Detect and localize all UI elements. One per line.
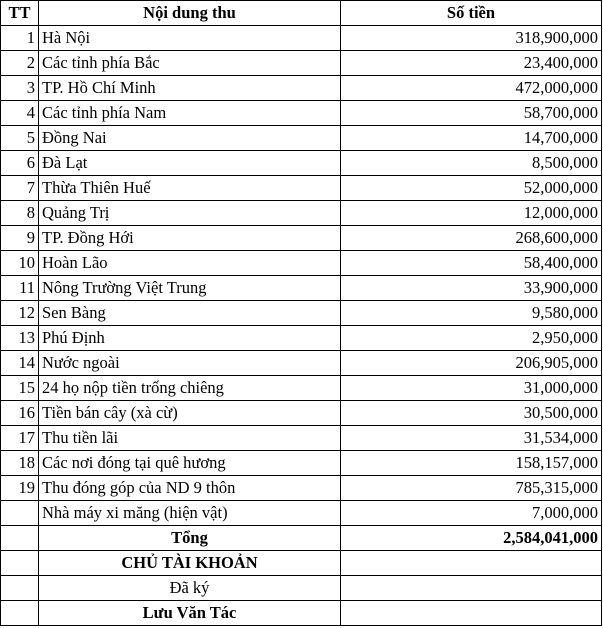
table-row	[1, 276, 602, 301]
row-amount: 12,000,000	[341, 201, 602, 226]
table-row	[1, 151, 602, 176]
header-tt: TT	[1, 1, 39, 26]
row-number: 15	[1, 376, 39, 401]
row-amount: 8,500,000	[341, 151, 602, 176]
row-number	[1, 501, 39, 526]
footer-empty-cell	[1, 601, 39, 626]
row-amount: 9,580,000	[341, 301, 602, 326]
row-amount: 268,600,000	[341, 226, 602, 251]
footer-empty-cell	[341, 551, 602, 576]
account-holder-name: Lưu Văn Tác	[39, 601, 341, 626]
footer-row-signed	[1, 576, 602, 601]
table-row	[1, 76, 602, 101]
row-amount: 33,900,000	[341, 276, 602, 301]
row-amount: 7,000,000	[341, 501, 602, 526]
row-number: 8	[1, 201, 39, 226]
table-row	[1, 451, 602, 476]
total-amount: 2,584,041,000	[341, 526, 602, 551]
row-number: 16	[1, 401, 39, 426]
row-amount: 158,157,000	[341, 451, 602, 476]
row-name: Nông Trường Việt Trung	[39, 276, 341, 301]
row-amount: 31,000,000	[341, 376, 602, 401]
row-number: 7	[1, 176, 39, 201]
footer-empty-cell	[341, 576, 602, 601]
footer-empty-cell	[1, 551, 39, 576]
table-row	[1, 376, 602, 401]
row-number: 12	[1, 301, 39, 326]
footer-empty-cell	[1, 576, 39, 601]
table-row	[1, 101, 602, 126]
row-amount: 206,905,000	[341, 351, 602, 376]
header-amount: Số tiền	[341, 1, 602, 26]
row-amount: 23,400,000	[341, 51, 602, 76]
row-name: Phú Định	[39, 326, 341, 351]
row-name: TP. Đồng Hới	[39, 226, 341, 251]
row-amount: 31,534,000	[341, 426, 602, 451]
table-row	[1, 476, 602, 501]
account-holder-title: CHỦ TÀI KHOẢN	[39, 551, 341, 576]
signed-label: Đã ký	[39, 576, 341, 601]
row-name: Tiền bán cây (xà cừ)	[39, 401, 341, 426]
row-number: 3	[1, 76, 39, 101]
row-amount: 52,000,000	[341, 176, 602, 201]
row-amount: 30,500,000	[341, 401, 602, 426]
row-number: 10	[1, 251, 39, 276]
table-row	[1, 326, 602, 351]
row-number: 17	[1, 426, 39, 451]
row-name: Hà Nội	[39, 26, 341, 51]
row-number: 19	[1, 476, 39, 501]
row-name: Các nơi đóng tại quê hương	[39, 451, 341, 476]
table-row	[1, 426, 602, 451]
row-amount: 785,315,000	[341, 476, 602, 501]
row-name: Nhà máy xi măng (hiện vật)	[39, 501, 341, 526]
row-number: 5	[1, 126, 39, 151]
row-number: 4	[1, 101, 39, 126]
row-amount: 14,700,000	[341, 126, 602, 151]
row-name: Đồng Nai	[39, 126, 341, 151]
row-amount: 2,950,000	[341, 326, 602, 351]
header-row	[1, 1, 602, 26]
row-number: 18	[1, 451, 39, 476]
table-row	[1, 501, 602, 526]
row-amount: 472,000,000	[341, 76, 602, 101]
row-name: Đà Lạt	[39, 151, 341, 176]
footer-empty-cell	[341, 601, 602, 626]
row-name: Sen Bàng	[39, 301, 341, 326]
row-name: Thừa Thiên Huế	[39, 176, 341, 201]
table-row	[1, 251, 602, 276]
footer-row-title	[1, 551, 602, 576]
row-name: 24 họ nộp tiền trống chiêng	[39, 376, 341, 401]
table-row	[1, 401, 602, 426]
row-name: Hoàn Lão	[39, 251, 341, 276]
table-row	[1, 201, 602, 226]
row-name: Nước ngoài	[39, 351, 341, 376]
row-name: Quảng Trị	[39, 201, 341, 226]
total-label: Tổng	[39, 526, 341, 551]
row-number: 9	[1, 226, 39, 251]
row-number: 1	[1, 26, 39, 51]
row-name: Các tỉnh phía Nam	[39, 101, 341, 126]
row-amount: 58,700,000	[341, 101, 602, 126]
row-number: 2	[1, 51, 39, 76]
table-row	[1, 176, 602, 201]
footer-row-person	[1, 601, 602, 626]
row-number: 14	[1, 351, 39, 376]
table-row	[1, 226, 602, 251]
header-name: Nội dung thu	[39, 1, 341, 26]
row-name: Thu tiền lãi	[39, 426, 341, 451]
row-number: 6	[1, 151, 39, 176]
table-body	[1, 26, 602, 526]
table-row	[1, 26, 602, 51]
row-amount: 58,400,000	[341, 251, 602, 276]
table-row	[1, 51, 602, 76]
total-tt-cell	[1, 526, 39, 551]
total-row	[1, 526, 602, 551]
row-amount: 318,900,000	[341, 26, 602, 51]
row-name: Thu đóng góp của ND 9 thôn	[39, 476, 341, 501]
table-row	[1, 351, 602, 376]
row-name: TP. Hồ Chí Minh	[39, 76, 341, 101]
row-number: 11	[1, 276, 39, 301]
table-row	[1, 126, 602, 151]
table-row	[1, 301, 602, 326]
row-name: Các tỉnh phía Bắc	[39, 51, 341, 76]
row-number: 13	[1, 326, 39, 351]
